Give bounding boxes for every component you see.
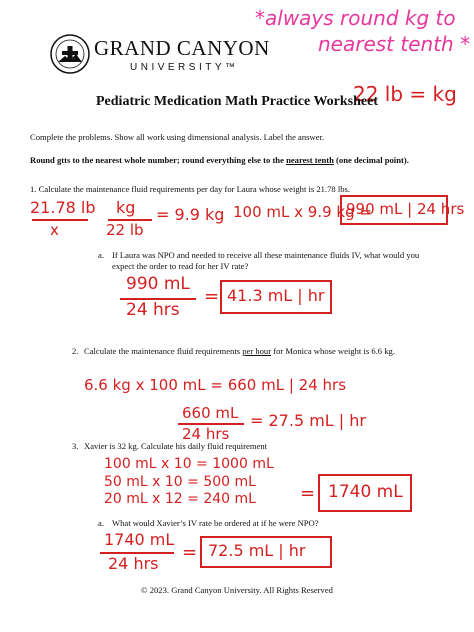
q3-line2: 50 mL x 10 = 500 mL	[104, 474, 256, 490]
gcu-logo	[50, 30, 270, 76]
q3a-num: 1740 mL	[104, 530, 175, 549]
q3-label: 3.	[72, 441, 79, 451]
q3-line1: 100 mL x 10 = 1000 mL	[104, 456, 274, 472]
logo-sub: UNIVERSITY™	[130, 62, 239, 73]
q1a-num: 990 mL	[126, 274, 190, 294]
q3a-eq: =	[182, 542, 198, 563]
question-1: 1. Calculate the maintenance fluid requirements per day for Laura whose weight is 21.78 lbs.	[30, 184, 351, 194]
q3-text: Xavier is 32 kg. Calculate his daily fluid requirement	[84, 441, 268, 451]
rounding-rule	[30, 155, 450, 166]
q3-answer: 1740 mL	[328, 482, 403, 502]
q3a-text: What would Xavier’s IV rate be ordered at if he were NPO?	[112, 518, 319, 528]
q2-den: 24 hrs	[182, 425, 230, 443]
q1-result-kg: = 9.9 kg	[156, 205, 225, 224]
q1a-text: If Laura was NPO and needed to receive all these maintenance fluids IV, what would you expect the order to read for her IV rate?	[112, 250, 420, 271]
q1a-answer-box	[220, 280, 332, 314]
q2-line1: 6.6 kg x 100 mL = 660 mL | 24 hrs	[84, 376, 347, 394]
pink-note-line1: *always round kg to	[255, 6, 456, 30]
q3a-answer: 72.5 mL | hr	[208, 541, 306, 560]
q1-answer: 990 mL | 24 hrs	[346, 200, 465, 218]
q3-line3: 20 mL x 12 = 240 mL	[104, 491, 256, 507]
q1-22lb: 22 lb	[106, 221, 144, 239]
q1-lb: 21.78 lb	[30, 198, 96, 217]
rounding-suffix: (one decimal point).	[333, 155, 409, 165]
rounding-prefix: Round gtts to the nearest whole number; round everything else to the	[30, 155, 287, 165]
gcu-seal-icon	[50, 34, 90, 74]
q1a-den: 24 hrs	[126, 300, 180, 320]
pink-note-line2: nearest tenth *	[318, 32, 471, 56]
page-title: Pediatric Medication Math Practice Worksheet	[96, 94, 378, 109]
rounding-underlined: nearest tenth	[286, 155, 334, 165]
q3-eq: =	[300, 483, 316, 504]
q1-answer-box	[340, 195, 465, 225]
q1a-eq: =	[204, 286, 220, 307]
q1a-answer: 41.3 mL | hr	[227, 286, 325, 305]
q3a-label: a.	[98, 518, 104, 528]
q3-answer-box	[318, 474, 412, 512]
q2-answer: = 27.5 mL | hr	[250, 411, 366, 430]
q1-frac-bar-1	[32, 219, 88, 221]
q3a-den: 24 hrs	[108, 554, 159, 573]
q2-prefix: Calculate the maintenance fluid requirements	[84, 346, 243, 356]
q1a-label: a.	[98, 250, 104, 260]
q2-label: 2.	[72, 346, 79, 356]
q2-text	[84, 346, 440, 357]
q2-underlined: per hour	[242, 346, 272, 356]
red-note: 22 lb = kg	[353, 82, 457, 106]
q1-calc: 100 mL x 9.9 kg =	[233, 203, 372, 221]
footer: © 2023. Grand Canyon University. All Rights Reserved	[141, 585, 333, 595]
q3a-answer-box	[200, 536, 332, 568]
q2-num: 660 mL	[182, 404, 239, 422]
logo-name: GRAND CANYON	[94, 36, 270, 60]
instructions: Complete the problems. Show all work using dimensional analysis. Label the answer.	[30, 132, 325, 142]
q1-x1: x	[50, 221, 59, 239]
q2-suffix: for Monica whose weight is 6.6 kg.	[271, 346, 395, 356]
q1-kg: kg	[116, 198, 136, 217]
